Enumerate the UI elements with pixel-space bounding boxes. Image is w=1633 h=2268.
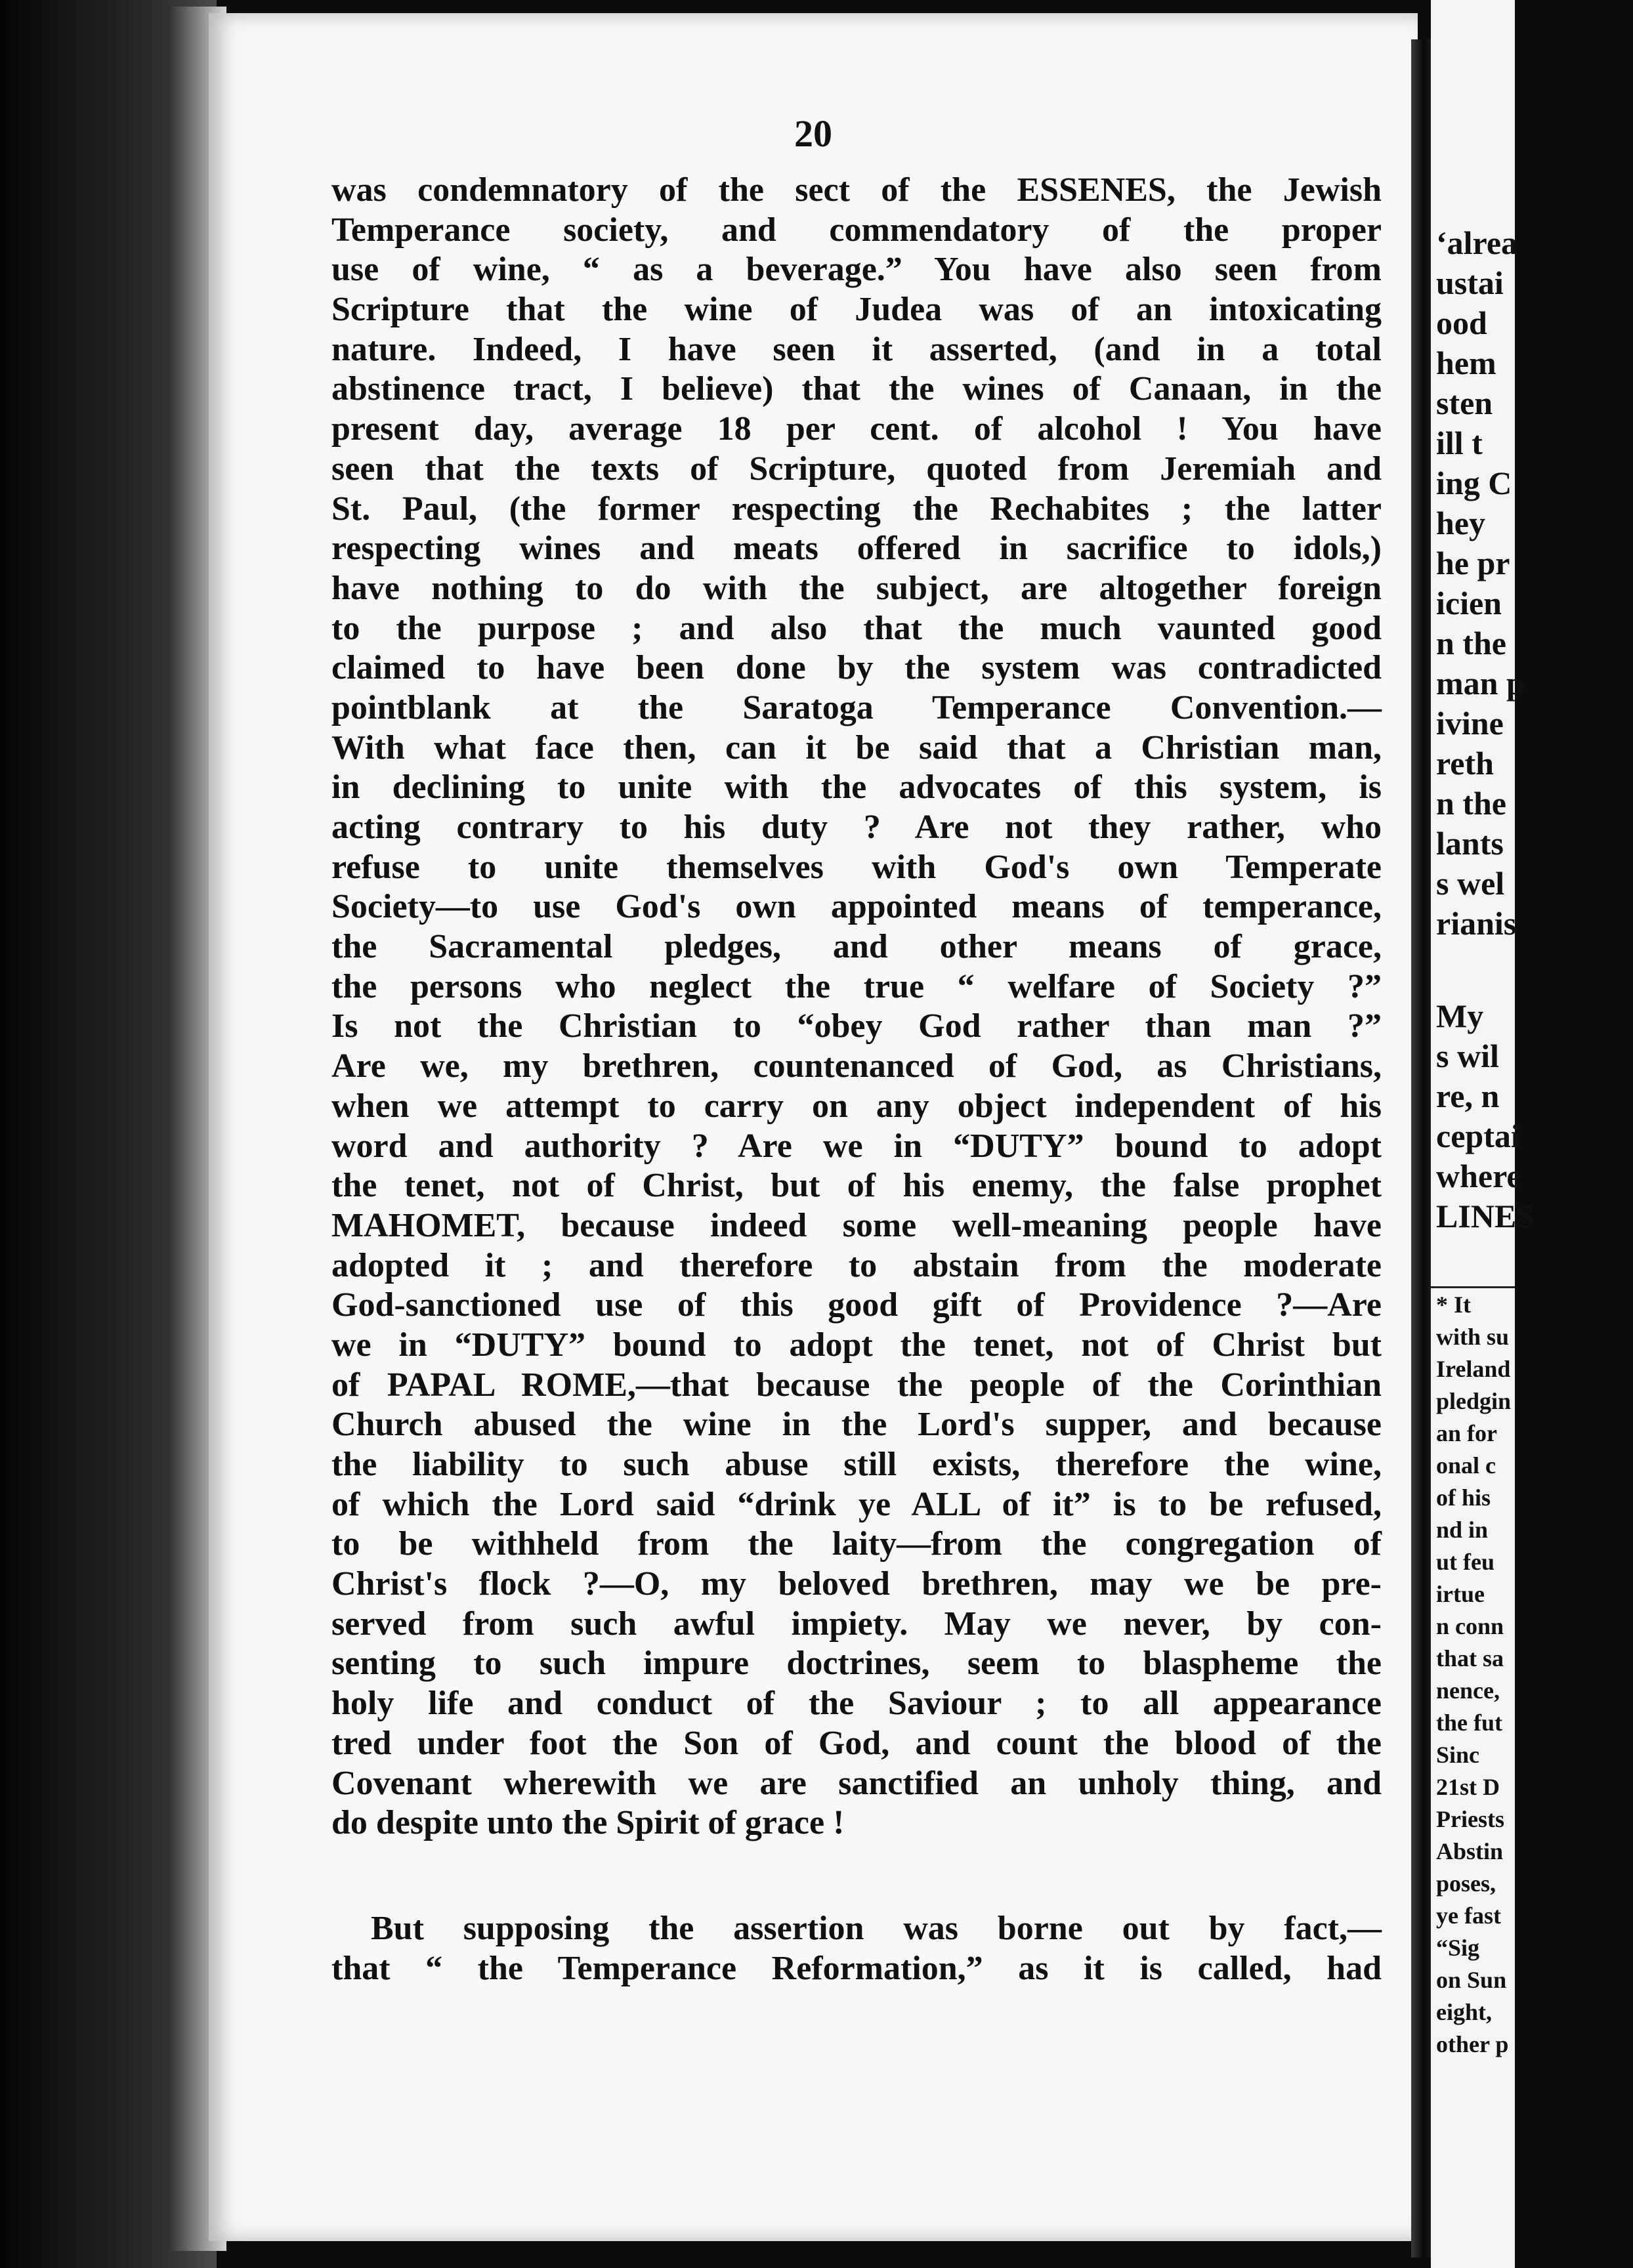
text-line: the Sacramental pledges, and other means of grace, xyxy=(331,928,1382,966)
facing-footnote-line: Abstin xyxy=(1436,1838,1504,1864)
facing-line: LINES xyxy=(1436,1198,1535,1234)
facing-footnote-line: with su xyxy=(1436,1324,1510,1350)
facing-footnote-line: on Sun xyxy=(1436,1967,1507,1993)
text-line: word and authority ? Are we in “DUTY” bound to adopt xyxy=(331,1127,1382,1165)
facing-footnote-line: of his xyxy=(1436,1484,1491,1511)
facing-footnote-line: an for xyxy=(1436,1420,1497,1446)
text-line: Covenant wherewith we are sanctified an unholy thing, and xyxy=(331,1764,1382,1802)
text-line: we in “DUTY” bound to adopt the tenet, not of Christ but xyxy=(331,1326,1382,1364)
text-line: of which the Lord said “drink ye ALL of it” is to be refused, xyxy=(331,1485,1382,1523)
facing-footnote-line: pledgin xyxy=(1436,1388,1512,1414)
facing-line: hey xyxy=(1436,505,1485,541)
text-line: that “ the Temperance Reformation,” as it is called, had xyxy=(331,1949,1382,1987)
text-line: Scripture that the wine of Judea was of an intoxicating xyxy=(331,291,1382,329)
text-line: acting contrary to his duty ? Are not they rather, who xyxy=(331,808,1382,846)
right-facing-page xyxy=(1431,0,1535,2268)
footnote-gap xyxy=(1436,1236,1633,1289)
facing-footnote-line: n conn xyxy=(1436,1613,1504,1639)
facing-footnote-line: ye fast xyxy=(1436,1902,1501,1929)
text-line: of PAPAL ROME,—that because the people of the Corinthian xyxy=(331,1366,1382,1404)
facing-line: ceptai xyxy=(1436,1118,1520,1154)
facing-line: sten xyxy=(1436,385,1493,421)
facing-footnote-line: 21st D xyxy=(1436,1774,1500,1800)
facing-footnote-line: ut feu xyxy=(1436,1549,1495,1575)
facing-line: ood xyxy=(1436,304,1487,341)
facing-footnote-line: poses, xyxy=(1436,1870,1496,1897)
facing-footnote-line: nence, xyxy=(1436,1677,1500,1704)
facing-line: n the xyxy=(1436,785,1506,822)
text-line: was condemnatory of the sect of the ESSENES, the Jewish xyxy=(331,171,1382,209)
facing-footnote-line: Ireland xyxy=(1436,1356,1511,1382)
footnote-rule xyxy=(1431,1286,1515,1288)
text-line: refuse to unite themselves with God's own Temperate xyxy=(331,848,1382,886)
text-line: pointblank at the Saratoga Temperance Convention.— xyxy=(331,688,1382,726)
text-line: present day, average 18 per cent. of alcohol ! You have xyxy=(331,410,1382,448)
text-line: holy life and conduct of the Saviour ; to all appearance xyxy=(331,1685,1382,1723)
text-line: claimed to have been done by the system was contradicted xyxy=(331,649,1382,687)
facing-footnote-line: Priests xyxy=(1436,1806,1504,1832)
text-line: MAHOMET, because indeed some well-meaning people have xyxy=(331,1206,1382,1244)
facing-line: icien xyxy=(1436,585,1502,621)
facing-footnote-line: other p xyxy=(1436,2031,1509,2057)
facing-footnote-line: eight, xyxy=(1436,1999,1492,2025)
text-line: With what face then, can it be said that a Christian man, xyxy=(331,728,1382,766)
text-line: when we attempt to carry on any object independent of his xyxy=(331,1087,1382,1125)
facing-line: ivine xyxy=(1436,705,1504,742)
text-line: St. Paul, (the former respecting the Rechabites ; the latter xyxy=(331,490,1382,528)
page-number: 20 xyxy=(794,112,832,155)
text-line: respecting wines and meats offered in sacrifice to idols,) xyxy=(331,530,1382,568)
text-line: Are we, my brethren, countenanced of God, as Christians, xyxy=(331,1047,1382,1085)
text-line: Is not the Christian to “obey God rather than man ?” xyxy=(331,1007,1382,1045)
text-line: adopted it ; and therefore to abstain from the moderate xyxy=(331,1246,1382,1284)
text-line: the persons who neglect the true “ welfare of Society ?” xyxy=(331,967,1382,1005)
facing-page-text xyxy=(1436,223,1633,2061)
text-line: abstinence tract, I believe) that the wines of Canaan, in the xyxy=(331,370,1382,408)
facing-line: ing C xyxy=(1436,465,1512,501)
facing-line: reth xyxy=(1436,745,1494,782)
text-line: the liability to such abuse still exists, therefore the wine, xyxy=(331,1446,1382,1483)
facing-line: rianis xyxy=(1436,905,1517,942)
facing-footnote-line: “Sig xyxy=(1436,1935,1480,1961)
facing-line: ‘alrea xyxy=(1436,224,1518,261)
facing-line: re, n xyxy=(1436,1078,1500,1114)
body-text xyxy=(331,171,1382,1988)
facing-line: s wil xyxy=(1436,1038,1499,1074)
paragraph-gap xyxy=(1436,944,1633,996)
text-line: Temperance society, and commendatory of the proper xyxy=(331,211,1382,249)
text-line: to the purpose ; and also that the much vaunted good xyxy=(331,609,1382,647)
facing-line: where xyxy=(1436,1158,1521,1194)
facing-footnote-line: Sinc xyxy=(1436,1742,1480,1768)
text-line: But supposing the assertion was borne out by fact,— xyxy=(371,1909,1382,1947)
text-line: do despite unto the Spirit of grace ! xyxy=(331,1804,845,1842)
facing-line: ustai xyxy=(1436,264,1504,301)
text-line: Society—to use God's own appointed means of temperance, xyxy=(331,888,1382,926)
facing-line: s wel xyxy=(1436,865,1505,902)
text-line: God-sanctioned use of this good gift of Providence ?—Are xyxy=(331,1286,1382,1324)
facing-line: lants xyxy=(1436,825,1504,862)
facing-footnote-line: * It xyxy=(1436,1292,1471,1318)
facing-line: n the xyxy=(1436,625,1506,662)
text-line: nature. Indeed, I have seen it asserted, (and in a total xyxy=(331,330,1382,368)
text-line: to be withheld from the laity—from the congregation of xyxy=(331,1525,1382,1563)
facing-footnote-line: onal c xyxy=(1436,1452,1496,1479)
text-line: Church abused the wine in the Lord's supper, and because xyxy=(331,1406,1382,1444)
facing-line: he pr xyxy=(1436,545,1510,581)
text-line: the tenet, not of Christ, but of his enemy, the false prophet xyxy=(331,1167,1382,1205)
text-line: Christ's flock ?—O, my beloved brethren, may we be pre- xyxy=(331,1565,1382,1603)
paragraph-gap xyxy=(331,1843,1382,1909)
facing-line: ill t xyxy=(1436,425,1483,461)
facing-footnote-line: nd in xyxy=(1436,1517,1489,1543)
text-line: have nothing to do with the subject, are altogether foreign xyxy=(331,569,1382,607)
text-line: seen that the texts of Scripture, quoted from Jeremiah and xyxy=(331,450,1382,488)
text-line: tred under foot the Son of God, and count the blood of the xyxy=(331,1724,1382,1762)
facing-footnote-line: that sa xyxy=(1436,1645,1504,1671)
text-line: in declining to unite with the advocates of this system, is xyxy=(331,768,1382,807)
text-line: use of wine, “ as a beverage.” You have also seen from xyxy=(331,251,1382,289)
facing-footnote-line: the fut xyxy=(1436,1710,1502,1736)
facing-footnote-line: irtue xyxy=(1436,1581,1485,1607)
facing-line: hem xyxy=(1436,345,1496,381)
facing-line: My xyxy=(1436,998,1484,1034)
text-line: senting to such impure doctrines, seem to blaspheme the xyxy=(331,1645,1382,1683)
facing-line: man p xyxy=(1436,665,1525,702)
text-line: served from such awful impiety. May we never, by con- xyxy=(331,1605,1382,1643)
